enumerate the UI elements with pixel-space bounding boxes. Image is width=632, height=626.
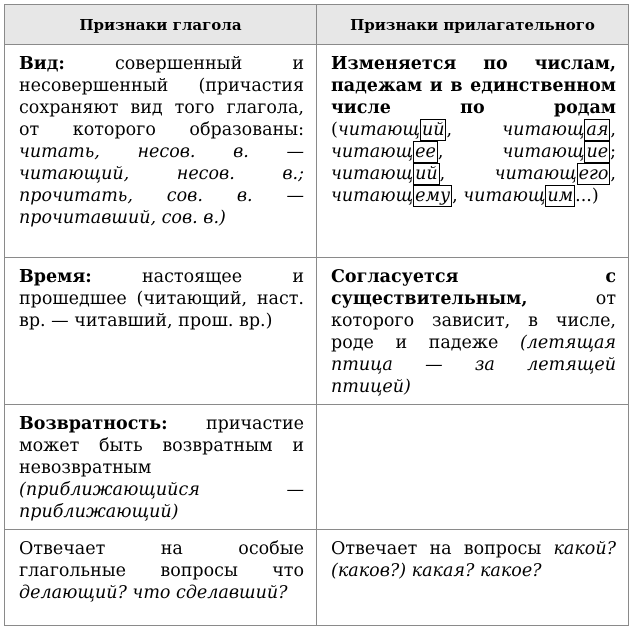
stem-2: читающ	[502, 120, 585, 140]
ending-box: ему	[415, 186, 451, 206]
table-row	[5, 530, 629, 626]
tense-text: настоящее и прошедшее (читающий, наст. вр. — читавший, прош. вр.)	[19, 267, 304, 331]
agreement-text: от которого зависит, в числе, роде и падеже	[331, 289, 616, 353]
agreement-examples: (летящая птица — за летящей птицей)	[331, 333, 616, 397]
cell-verb-aspect	[5, 45, 317, 258]
ending-box: ий	[421, 120, 445, 140]
table-row	[5, 258, 629, 405]
aspect-examples: читать, несов. в. — читающий, несов. в.; прочитать, сов. в. — прочитавший, сов. в.)	[19, 142, 304, 228]
ending-box: ая	[586, 120, 609, 140]
term-agreement: Согласуется с существительным,	[331, 267, 616, 309]
ending-box: его	[578, 164, 609, 184]
term-tense: Время:	[19, 267, 92, 287]
adjective-questions-examples: какой? (каков?) какая? какое?	[331, 539, 616, 581]
cell-adjective-agreement	[317, 258, 629, 405]
cell-verb-reflexive	[5, 405, 317, 530]
cell-adjective-empty	[317, 405, 629, 530]
cell-adjective-inflection: Изменяется по числам, падежам и в единственном числе по родам (читающ ий , читающ ая , читающ ее , читающ ие ; читающ ий , читающ его , читающ ему , читающ им ...)	[317, 45, 629, 258]
stem-1: читающ	[337, 120, 420, 140]
comparison-table	[4, 4, 629, 626]
adjective-questions-text: Отвечает на вопросы	[331, 539, 542, 559]
header-verb: Признаки глагола	[5, 5, 317, 45]
term-inflection: Изменяется по числам, падежам и в единственном числе по родам	[331, 54, 616, 118]
ending-box: ий	[415, 164, 438, 184]
stem-6: читающ	[494, 164, 577, 184]
term-aspect: Вид:	[19, 54, 65, 74]
stem-8: читающ	[463, 186, 546, 206]
cell-verb-tense	[5, 258, 317, 405]
table-row	[5, 405, 629, 530]
ending-box: ие	[586, 142, 609, 162]
header-adjective: Признаки прилагательного	[317, 5, 629, 45]
inflection-open: (	[331, 120, 338, 140]
table-row	[5, 45, 629, 258]
stem-5: читающ	[331, 164, 414, 184]
stem-3: читающ	[331, 142, 414, 162]
stem-4: читающ	[502, 142, 585, 162]
reflexive-examples: (приближающийся — приближающий)	[19, 480, 304, 522]
aspect-text: совершенный и несовершенный (причастия сохраняют вид того глагола, от которого образованы:	[19, 54, 304, 140]
stem-7: читающ	[331, 186, 414, 206]
inflection-close: ...)	[575, 186, 599, 206]
term-reflexive: Возвратность:	[19, 414, 168, 434]
verb-questions-examples: делающий? что сделавший?	[19, 583, 288, 603]
reflexive-text: причастие может быть возвратным и невозвратным	[19, 414, 304, 478]
header-row	[5, 5, 629, 45]
verb-questions-text: Отвечает на особые глагольные вопросы что	[19, 539, 304, 581]
ending-box: им	[547, 186, 574, 206]
ending-box: ее	[415, 142, 436, 162]
cell-adjective-questions	[317, 530, 629, 626]
cell-verb-questions	[5, 530, 317, 626]
